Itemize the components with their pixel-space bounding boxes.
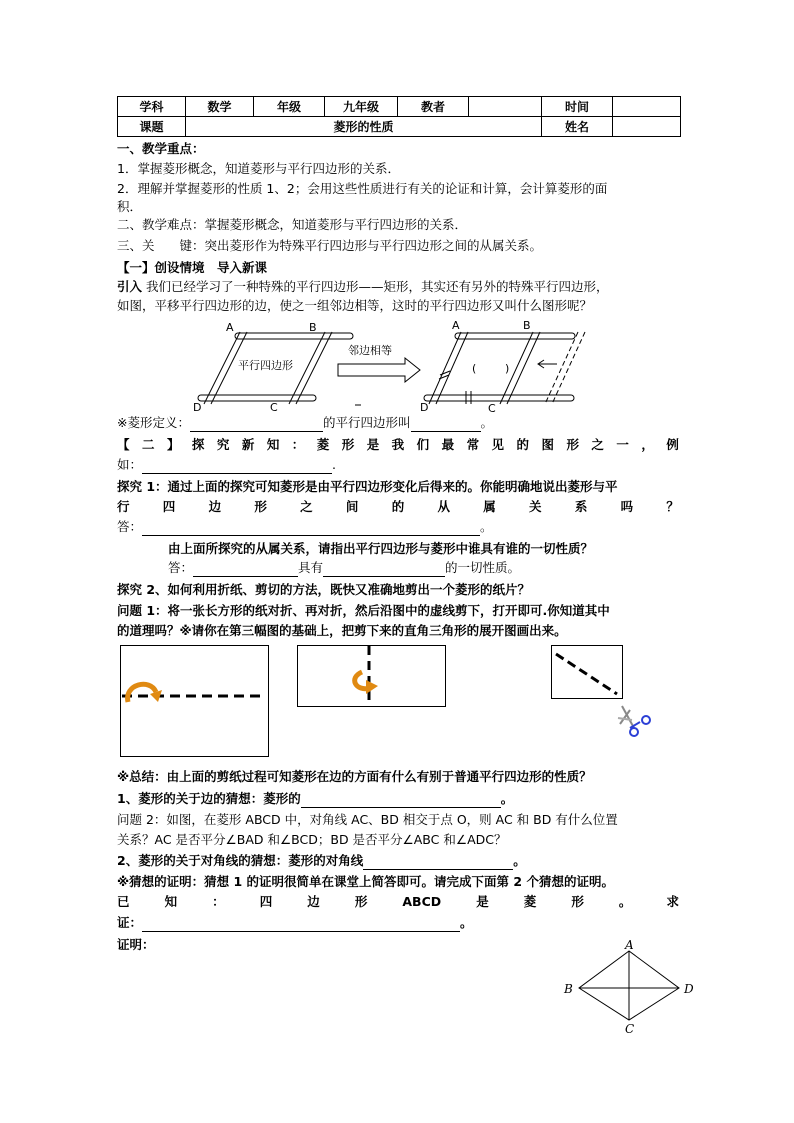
section2-title-char: 最 bbox=[441, 437, 455, 452]
definition-blank-1[interactable] bbox=[190, 418, 323, 432]
known-char: 形 bbox=[571, 894, 584, 909]
explore1-line2-char: 吗 bbox=[620, 499, 634, 514]
known-char: 知 bbox=[164, 894, 178, 909]
section2-title-char: 图 bbox=[541, 437, 554, 452]
difficulty-line: 二、教学难点：掌握菱形概念，知道菱形与平行四边形的关系． bbox=[117, 217, 468, 232]
topic-value: 菱形的性质 bbox=[186, 117, 542, 137]
teacher-value[interactable] bbox=[469, 97, 542, 117]
fig2-paren-left: ( bbox=[472, 362, 477, 375]
explore1-answer-end: 。 bbox=[480, 519, 493, 534]
definition-line bbox=[117, 414, 493, 432]
guess1-end: 。 bbox=[500, 791, 514, 806]
name-label: 姓名 bbox=[542, 117, 613, 137]
explore1-q2-answer bbox=[168, 559, 520, 577]
guess2-end: 。 bbox=[513, 853, 526, 868]
section2-title-char: 的 bbox=[516, 437, 530, 452]
grade-value: 九年级 bbox=[325, 97, 398, 117]
scissors-icon bbox=[618, 706, 650, 736]
q2-answer-prefix: 答： bbox=[168, 560, 194, 575]
section2-title-char: ， bbox=[641, 437, 654, 452]
name-value[interactable] bbox=[613, 117, 681, 137]
known-char: 是 bbox=[476, 894, 489, 909]
intro-lead: 引入 bbox=[117, 279, 143, 294]
rhombus-figure bbox=[555, 937, 715, 1037]
focus-item-1: 1．掌握菱形概念，知道菱形与平行四边形的关系． bbox=[117, 161, 400, 176]
known-char: 边 bbox=[307, 894, 320, 909]
explore1-line2-char: 系 bbox=[574, 499, 588, 514]
time-value[interactable] bbox=[613, 97, 681, 117]
section2-title-char: 之 bbox=[591, 437, 604, 452]
explore1-line2-char: 形 bbox=[254, 499, 267, 514]
rhombus-label-d: D bbox=[684, 982, 694, 996]
section2-title-char: 新 bbox=[241, 437, 255, 452]
explore1-answer-blank[interactable] bbox=[142, 522, 480, 536]
explore2-q1-line2: 的道理吗？※请你在第三幅图的基础上，把剪下来的直角三角形的展开图画出来。 bbox=[117, 623, 567, 638]
section2-title-char: ： bbox=[291, 437, 305, 452]
fig1-parallelogram-label: 平行四边形 bbox=[238, 359, 293, 372]
fig2-paren-right: ) bbox=[505, 362, 510, 375]
subject-label: 学科 bbox=[118, 97, 186, 117]
section2-title-char: 【 bbox=[117, 437, 130, 452]
prove-blank[interactable] bbox=[142, 918, 460, 932]
section2-title-char: 究 bbox=[216, 437, 230, 452]
key-text: 突出菱形作为特殊平行四边形与平行四边形之间的从属关系。 bbox=[204, 238, 543, 253]
proof-label: 证明： bbox=[117, 937, 155, 952]
definition-blank-2[interactable] bbox=[411, 418, 481, 432]
guess2-prefix: 2、菱形的关于对角线的猜想：菱形的对角线 bbox=[117, 853, 364, 868]
key-line bbox=[117, 237, 542, 255]
explore1-line2-char: 边 bbox=[208, 499, 222, 514]
problem2-line1: 问题 2：如图，在菱形 ABCD 中，对角线 AC、BD 相交于点 O，则 AC 和 BD 有什么位置 bbox=[117, 812, 618, 827]
intro-line2: 如图，平移平行四边形的边，使之一组邻边相等，这时的平行四边形又叫什么图形呢？ bbox=[117, 298, 593, 313]
section2-title-char: 例 bbox=[666, 437, 679, 452]
explore1-line2-char: 属 bbox=[483, 499, 496, 514]
explore1-line2-char: 的 bbox=[391, 499, 405, 514]
teacher-label: 教者 bbox=[398, 97, 469, 117]
explore1-q2: 由上面所探究的从属关系，请指出平行四边形与菱形中谁具有谁的一切性质？ bbox=[168, 541, 594, 556]
time-label: 时间 bbox=[542, 97, 613, 117]
topic-label: 课题 bbox=[118, 117, 186, 137]
section2-title-char: 探 bbox=[191, 437, 205, 452]
subject-value: 数学 bbox=[186, 97, 254, 117]
header-table bbox=[117, 96, 681, 137]
transform-arrow bbox=[338, 358, 420, 382]
prove-end: 。 bbox=[460, 915, 473, 930]
fold-arrow-icon bbox=[128, 684, 162, 702]
known-char: ： bbox=[212, 894, 225, 909]
section2-title-char: 常 bbox=[466, 437, 480, 452]
explore1-line2-char: ？ bbox=[666, 499, 679, 514]
fig1-label-d: D bbox=[193, 401, 202, 414]
fig2-label-d: D bbox=[420, 401, 429, 414]
fig1-label-c: C bbox=[270, 401, 278, 414]
example-blank[interactable] bbox=[142, 460, 332, 474]
explore1-line2-char: 从 bbox=[437, 499, 450, 514]
rhombus-label-c: C bbox=[625, 1022, 635, 1036]
section2-title-char: 】 bbox=[166, 437, 180, 452]
known-char: ABCD bbox=[402, 894, 442, 909]
known-char: 四 bbox=[259, 894, 273, 909]
section2-title-char: 是 bbox=[366, 437, 380, 452]
guess1-line bbox=[117, 790, 513, 808]
focus-item-2b: 积． bbox=[117, 199, 143, 214]
prove-prefix: 证： bbox=[117, 915, 143, 930]
explore1-line2-char: 四 bbox=[162, 499, 176, 514]
guess2-line bbox=[117, 852, 526, 870]
known-char: 求 bbox=[666, 894, 679, 909]
known-char: 。 bbox=[618, 894, 632, 909]
grade-label: 年级 bbox=[254, 97, 325, 117]
summary-line: ※总结：由上面的剪纸过程可知菱形在边的方面有什么有别于普通平行四边形的性质？ bbox=[117, 769, 592, 784]
example-end: . bbox=[332, 457, 336, 472]
explore1-line2-char: 关 bbox=[529, 499, 542, 514]
definition-end: 。 bbox=[480, 415, 494, 430]
fig1-label-a: A bbox=[226, 321, 234, 334]
fig2-label-c: C bbox=[488, 402, 496, 415]
fold-figures bbox=[0, 640, 794, 760]
fig2-label-b: B bbox=[523, 319, 531, 332]
rhombus-label-b: B bbox=[564, 982, 573, 996]
section2-title-char: 菱 bbox=[316, 437, 330, 452]
q2-end: 的一切性质。 bbox=[445, 560, 521, 575]
section2-title-char: 知 bbox=[266, 437, 280, 452]
definition-prefix: ※菱形定义： bbox=[117, 415, 190, 430]
example-line bbox=[117, 456, 336, 474]
q2-middle: 具有 bbox=[298, 560, 324, 575]
section2-title bbox=[117, 436, 679, 454]
focus-item-2a: 2．理解并掌握菱形的性质 1、2；会用这些性质进行有关的论证和计算，会计算菱形的面 bbox=[117, 181, 608, 196]
q2-blank-2[interactable] bbox=[323, 563, 445, 577]
section2-title-char: 一 bbox=[616, 437, 629, 452]
example-prefix: 如： bbox=[117, 457, 143, 472]
key-label: 三、关 键： bbox=[117, 238, 205, 253]
intro-line1 bbox=[117, 278, 609, 296]
prove-line bbox=[117, 914, 473, 932]
proof-note: ※猜想的证明：猜想 1 的证明很简单在课堂上简答即可。请完成下面第 2 个猜想的证明。 bbox=[117, 874, 614, 889]
section1-title: 【一】创设情境 导入新课 bbox=[117, 260, 268, 275]
explore1-line2 bbox=[117, 498, 679, 516]
definition-middle: 的平行四边形叫 bbox=[322, 415, 411, 430]
fig1-label-b: B bbox=[309, 321, 317, 334]
problem2-line2: 关系？AC 是否平分∠BAD 和∠BCD；BD 是否平分∠ABC 和∠ADC？ bbox=[117, 832, 507, 847]
section2-title-char: 我 bbox=[391, 437, 405, 452]
section2-title-char: 见 bbox=[491, 437, 505, 452]
fig2-label-a: A bbox=[452, 319, 460, 332]
explore2-title: 探究 2、如何利用折纸、剪切的方法，既快又准确地剪出一个菱形的纸片？ bbox=[117, 582, 531, 597]
known-char: 菱 bbox=[523, 894, 537, 909]
explore1-answer bbox=[117, 518, 493, 536]
explore1-line2-char: 之 bbox=[300, 499, 313, 514]
guess1-prefix: 1、菱形的关于边的猜想：菱形的 bbox=[117, 791, 301, 806]
known-char: 形 bbox=[354, 894, 368, 909]
section2-title-char: 们 bbox=[416, 437, 430, 452]
known-line bbox=[117, 893, 679, 911]
section2-title-char: 形 bbox=[566, 437, 579, 452]
guess1-blank[interactable] bbox=[301, 794, 501, 808]
fold-arrow-icon-2 bbox=[355, 672, 378, 694]
explore1-answer-prefix: 答： bbox=[117, 519, 143, 534]
rhombus-label-a: A bbox=[625, 938, 634, 952]
section2-title-char: 形 bbox=[341, 437, 355, 452]
cut-line bbox=[556, 654, 617, 694]
explore1-line2-char: 间 bbox=[345, 499, 359, 514]
explore1-line2-char: 行 bbox=[117, 499, 130, 514]
arrow-label: 邻边相等 bbox=[348, 344, 392, 357]
intro-rest: 我们已经学习了一种特殊的平行四边形——矩形，其实还有另外的特殊平行四边形， bbox=[142, 279, 609, 294]
guess2-blank[interactable] bbox=[363, 856, 513, 870]
known-char: 已 bbox=[117, 894, 130, 909]
focus-heading: 一、教学重点： bbox=[117, 141, 205, 156]
q2-blank-1[interactable] bbox=[193, 563, 298, 577]
explore1-line1: 探究 1：通过上面的探究可知菱形是由平行四边形变化后得来的。你能明确地说出菱形与平 bbox=[117, 479, 618, 494]
section2-title-char: 二 bbox=[141, 437, 155, 452]
explore2-q1-line1: 问题 1：将一张长方形的纸对折、再对折，然后沿图中的虚线剪下，打开即可.你知道其中 bbox=[117, 603, 610, 618]
